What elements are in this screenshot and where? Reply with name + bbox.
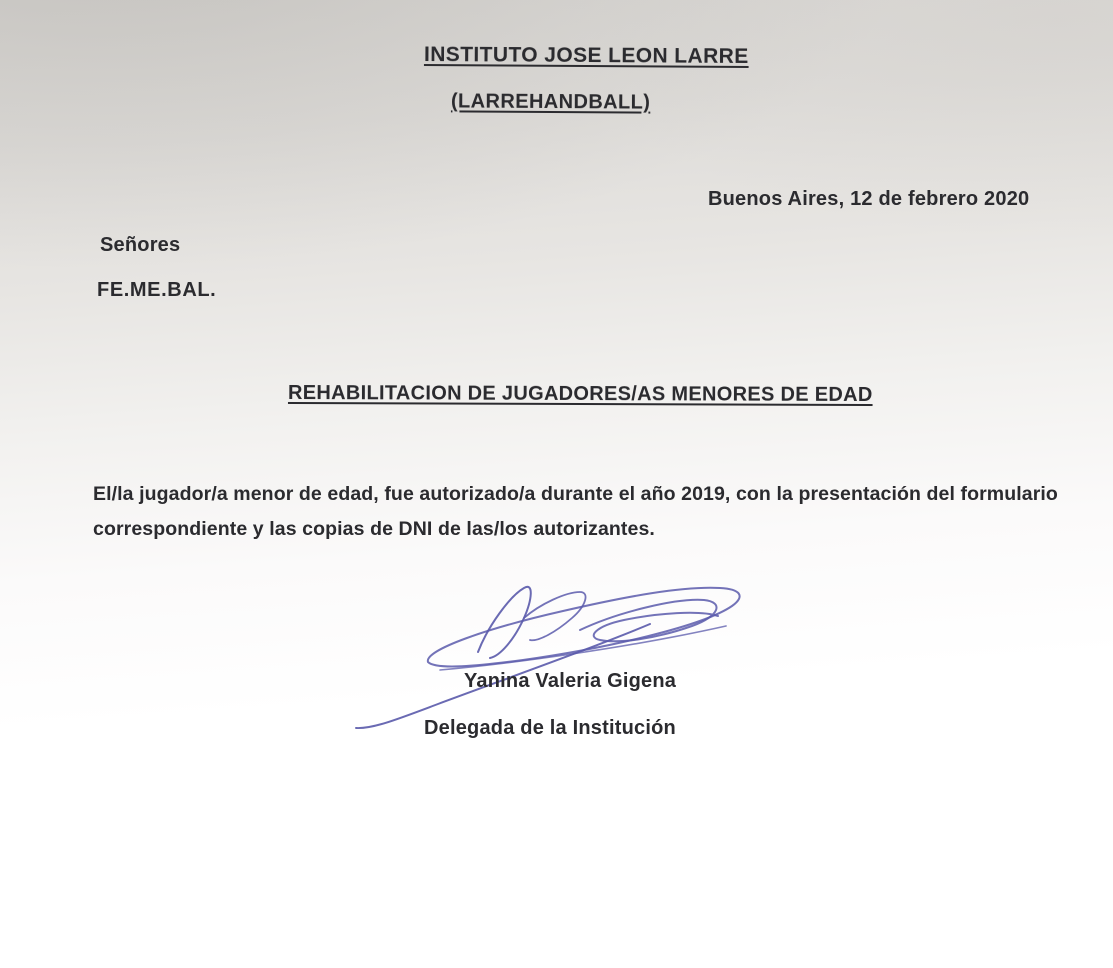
recipient-name: FE.ME.BAL.	[97, 279, 217, 301]
handwritten-signature	[328, 566, 752, 738]
dateline: Buenos Aires, 12 de febrero 2020	[708, 188, 1030, 210]
institution-subtitle: (LARREHANDBALL)	[450, 90, 651, 114]
signer-role: Delegada de la Institución	[424, 717, 676, 739]
institution-title: INSTITUTO JOSE LEON LARRE	[423, 43, 749, 68]
salutation: Señores	[100, 234, 181, 256]
body-paragraph: El/la jugador/a menor de edad, fue autorizado/a durante el año 2019, con la presentación del formulario correspondiente y las copias de DNI de las/los autorizantes.	[93, 483, 1058, 540]
subject-heading: REHABILITACION DE JUGADORES/AS MENORES DE EDAD	[287, 381, 873, 407]
signer-name: Yanina Valeria Gigena	[464, 670, 677, 692]
